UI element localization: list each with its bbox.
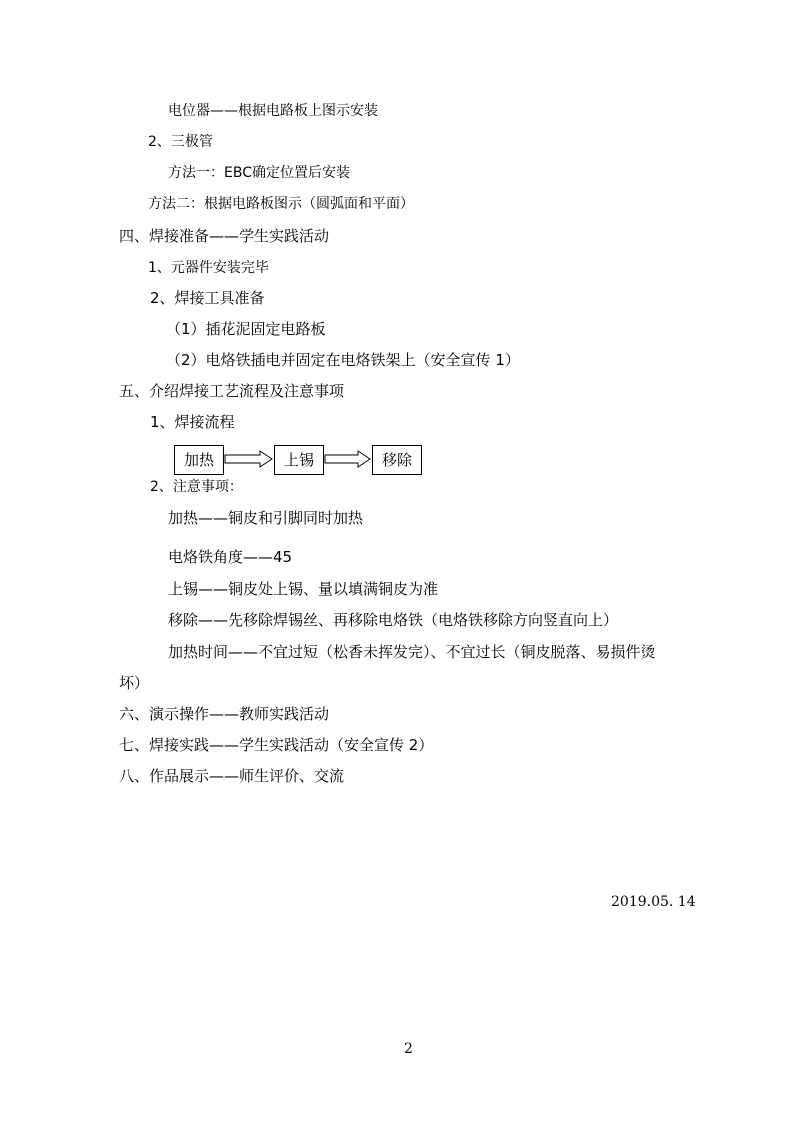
text-line: 方法一：EBC确定位置后安装 — [168, 165, 350, 181]
text-line: 2、焊接工具准备 — [150, 289, 265, 307]
text-line: （2）电烙铁插电并固定在电烙铁架上（安全宣传 1） — [166, 351, 520, 369]
text-line: 加热时间——不宜过短（松香未挥发完）、不宜过长（铜皮脱落、易损件烫 — [168, 643, 656, 661]
text-line: （1）插花泥固定电路板 — [166, 320, 326, 338]
document-date: 2019.05. 14 — [611, 894, 696, 910]
text-line: 加热——铜皮和引脚同时加热 — [168, 509, 364, 527]
section-heading: 八、作品展示——师生评价、交流 — [119, 767, 345, 785]
text-line: 1、元器件安装完毕 — [148, 260, 269, 276]
text-line: 2、注意事项： — [150, 479, 243, 495]
text-line: 坏） — [119, 674, 150, 692]
text-line: 方法二：根据电路板图示（圆弧面和平面） — [148, 196, 414, 212]
flow-step-remove: 移除 — [372, 445, 422, 475]
section-heading: 五、介绍焊接工艺流程及注意事项 — [119, 382, 345, 400]
page-number: 2 — [404, 1041, 413, 1057]
flow-step-tin: 上锡 — [274, 445, 324, 475]
text-line: 电烙铁角度——45 — [168, 548, 293, 566]
arrow-right-icon — [324, 450, 372, 468]
text-line: 2、三极管 — [148, 134, 213, 150]
text-line: 移除——先移除焊锡丝、再移除电烙铁（电烙铁移除方向竖直向上） — [168, 611, 619, 629]
flow-step-heat: 加热 — [174, 445, 224, 475]
text-line: 1、焊接流程 — [150, 413, 235, 431]
text-line: 上锡——铜皮处上锡、量以填满铜皮为准 — [168, 580, 439, 598]
text-line: 电位器——根据电路板上图示安装 — [168, 103, 378, 119]
section-heading: 六、演示操作——教师实践活动 — [119, 705, 330, 723]
section-heading: 七、焊接实践——学生实践活动（安全宣传 2） — [119, 736, 434, 754]
section-heading: 四、焊接准备——学生实践活动 — [119, 227, 330, 245]
arrow-right-icon — [224, 450, 274, 468]
